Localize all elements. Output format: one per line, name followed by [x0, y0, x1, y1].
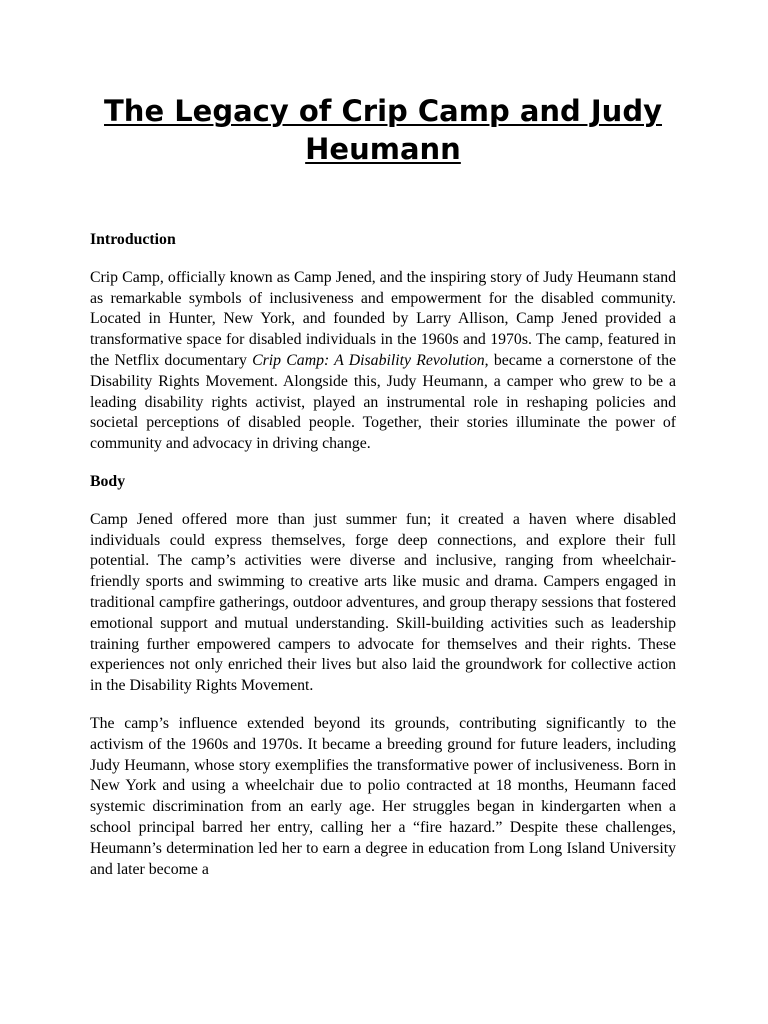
body-paragraph-2: The camp’s influence extended beyond its grounds, contributing significantly to the activism of the 1960s and 1970s. It became a breeding ground for future leaders, including Judy Heumann, whose story exemplifies the transformative power of inclusiveness. Born in New York and using a wheelchair due to polio contracted at 18 months, Heumann faced systemic discrimination from an early age. Her struggles began in kindergarten when a school principal barred her entry, calling her a “fire hazard.” Despite these challenges, Heumann’s determination led her to earn a degree in education from Long Island University and later become a	[90, 714, 676, 878]
body-paragraph-1: Camp Jened offered more than just summer fun; it created a haven where disabled individuals could express themselves, forge deep connections, and explore their full potential. The camp’s activities were diverse and inclusive, ranging from wheelchair-friendly sports and swimming to creative arts like music and drama. Campers engaged in traditional campfire gatherings, outdoor adventures, and group therapy sessions that fostered emotional support and mutual understanding. Skill-building activities such as leadership training further empowered campers to advocate for themselves and their rights. These experiences not only enriched their lives but also laid the groundwork for collective action in the Disability Rights Movement.	[90, 510, 676, 695]
section-heading-body: Body	[90, 472, 126, 490]
documentary-title: Crip Camp: A Disability Revolution	[252, 351, 485, 369]
document-title: The Legacy of Crip Camp and Judy Heumann	[104, 94, 662, 166]
section-heading-introduction: Introduction	[90, 231, 176, 248]
intro-text-start: Crip Camp, officially known as Camp Jened, and the inspiring story of Judy Heumann stand as remarkable symbols of inclusiveness and empowerment for the disabled community. Located in Hunter, New York, and founded by Larry Allison, Camp Jened provided a transformative space for disabled individuals in the 1960s and 1970s. The camp, featured in the Netflix documentary	[90, 268, 676, 369]
introduction-paragraph	[90, 268, 676, 455]
document-content	[90, 230, 676, 897]
intro-text-end: , became a cornerstone of the Disability Rights Movement. Alongside this, Judy Heumann, a camper who grew to be a leading disability rights activist, played an instrumental role in reshaping policies and societal perceptions of disabled people. Together, their stories illuminate the power of community and advocacy in driving change.	[90, 351, 676, 453]
